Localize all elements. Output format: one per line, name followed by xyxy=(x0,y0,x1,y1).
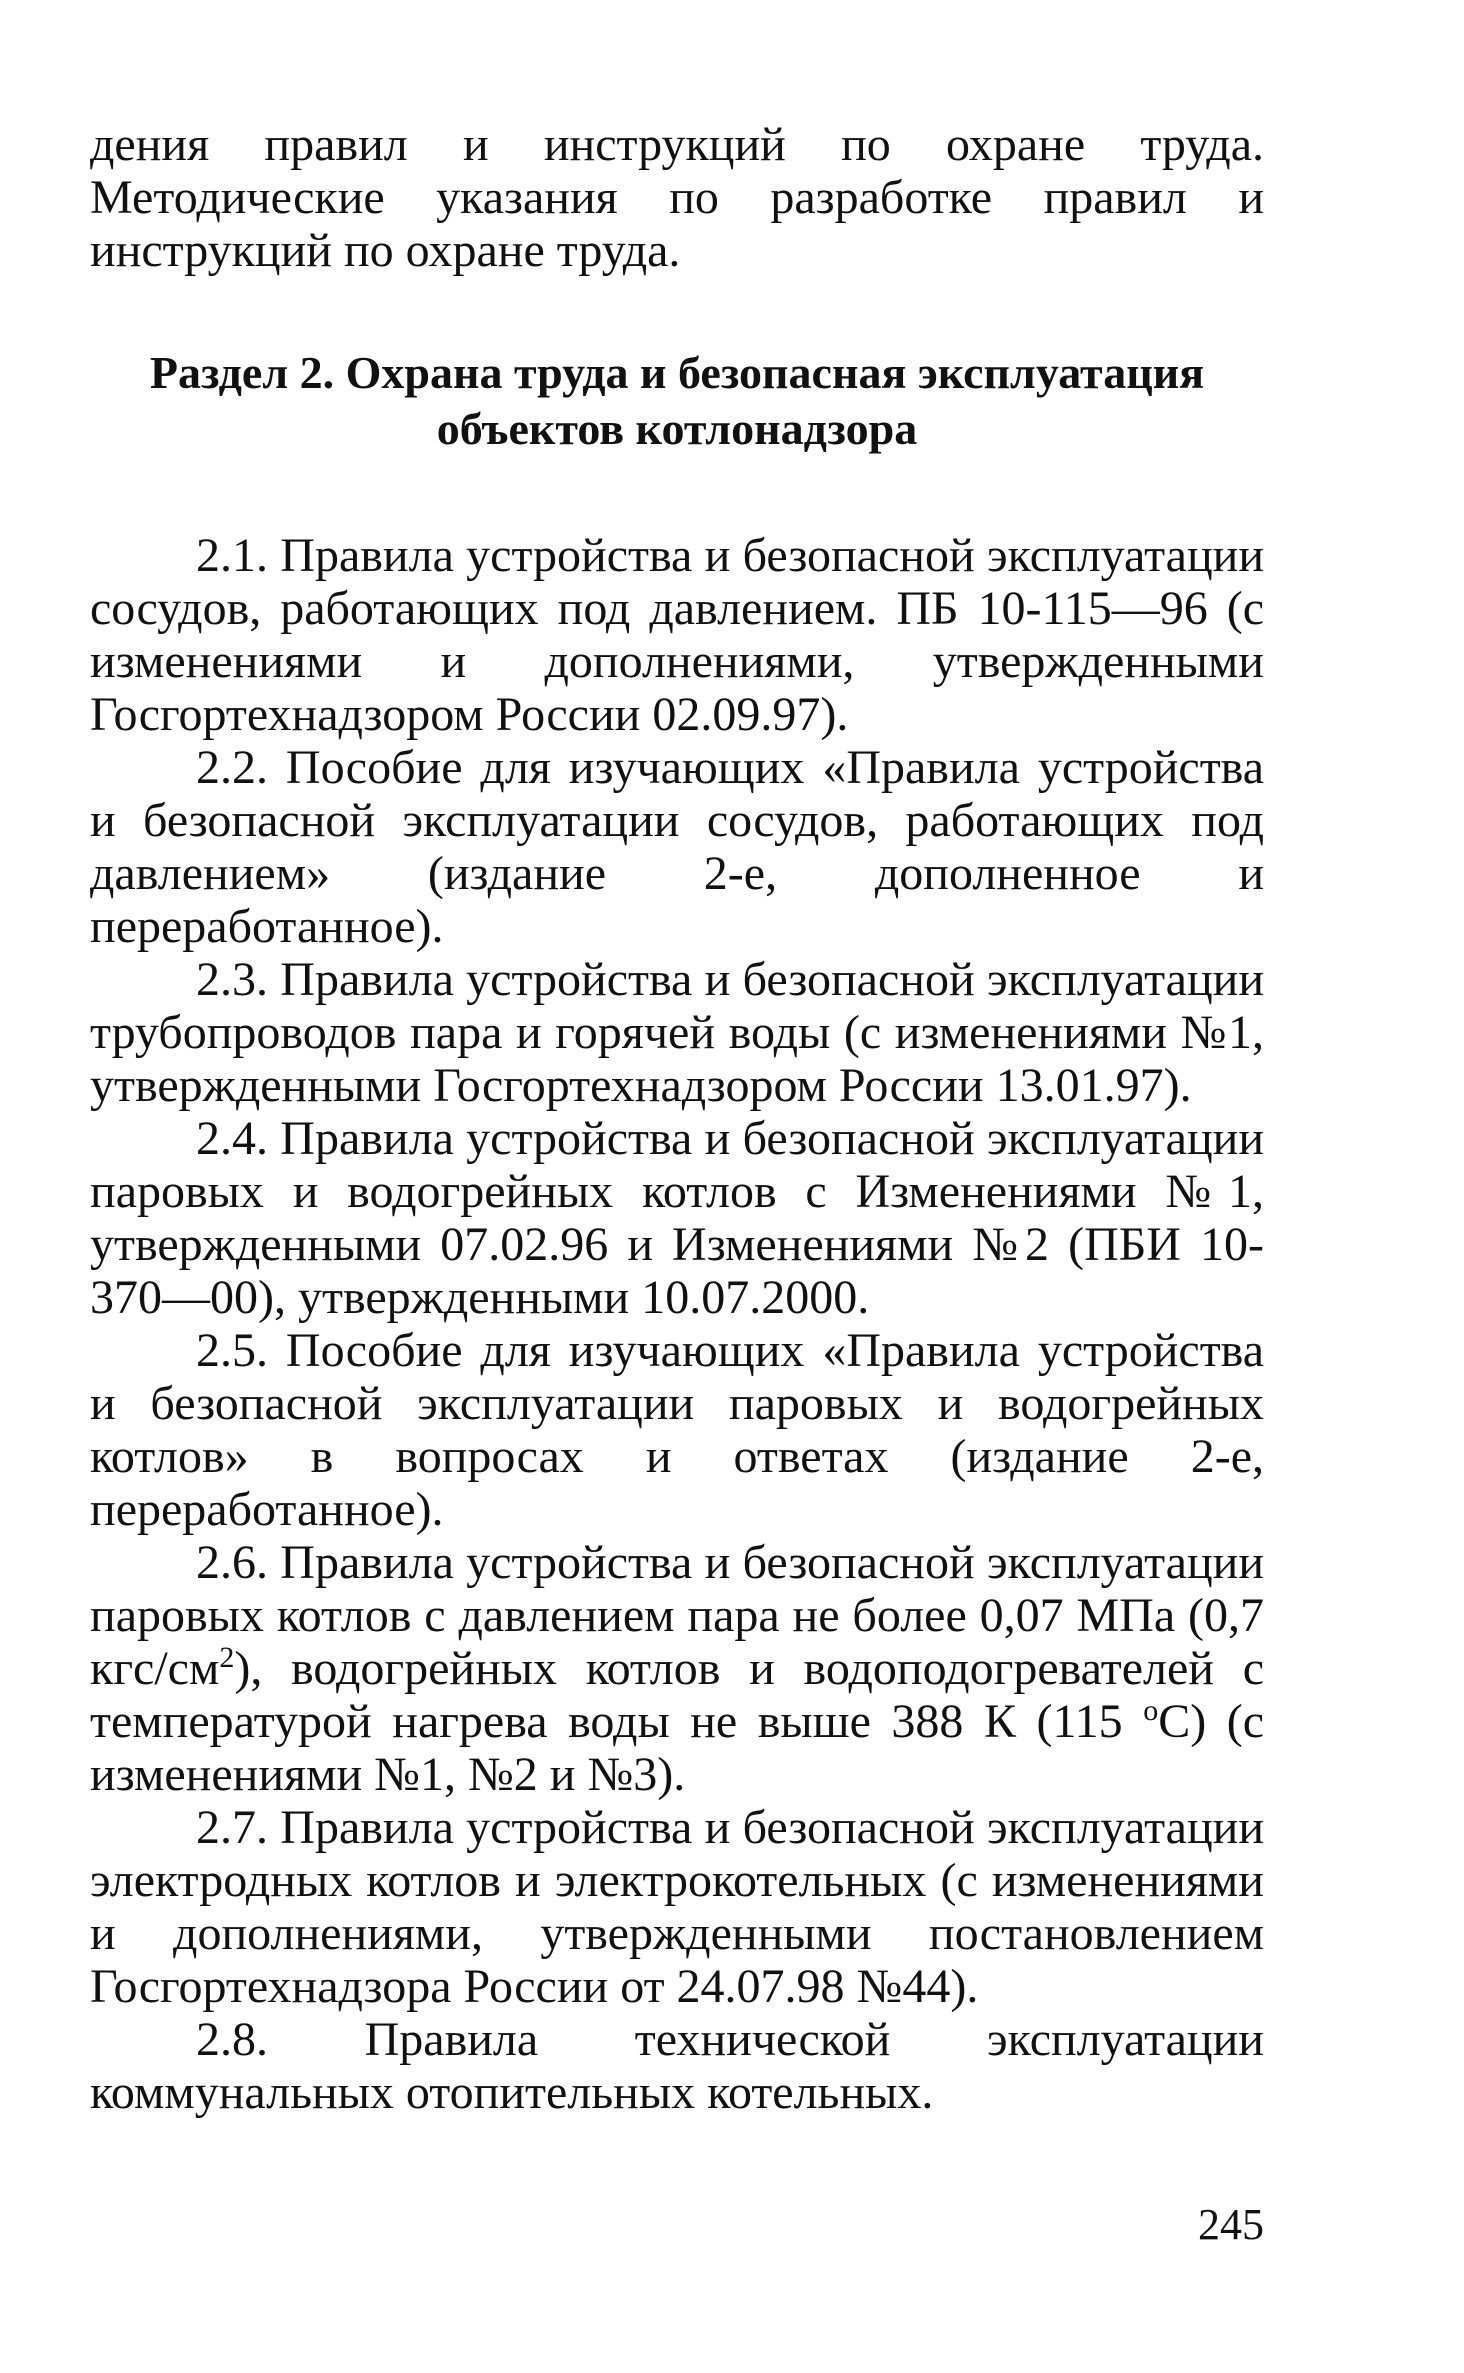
page-number: 245 xyxy=(1198,2200,1264,2249)
section-heading-line-1: Раздел 2. Охрана труда и безопасная эксплуатация xyxy=(149,347,1205,398)
list-item: 2.5. Пособие для изучающих «Правила устройства и безопасной эксплуатации паровых и водогрейных котлов» в вопросах и ответах (издание 2-е, переработанное). xyxy=(90,1324,1264,1536)
superscript: 2 xyxy=(219,1641,235,1674)
list-item: 2.4. Правила устройства и безопасной эксплуатации паровых и водогрейных котлов с Изменениями №1, утвержденными 07.02.96 и Изменениями №2 (ПБИ 10-370—00), утвержденными 10.07.2000. xyxy=(90,1112,1264,1324)
list-item-text-part: ), водогрейных котлов и водоподогревателей с температурой нагрева воды не выше 388 К (115 xyxy=(90,1642,1264,1748)
section-heading-line-2: объектов котлонадзора xyxy=(436,403,918,454)
list-item: 2.2. Пособие для изучающих «Правила устройства и безопасной эксплуатации сосудов, работающих под давлением» (издание 2-е, дополненное и переработанное). xyxy=(90,741,1264,953)
section-heading xyxy=(90,345,1264,457)
list-item: 2.3. Правила устройства и безопасной эксплуатации трубопроводов пара и горячей воды (с изменениями №1, утвержденными Госгортехнадзором России 13.01.97). xyxy=(90,953,1264,1112)
intro-paragraph: дения правил и инструкций по охране труда. Методические указания по разработке правил и инструкций по охране труда. xyxy=(90,118,1264,277)
list-item: 2.8. Правила технической эксплуатации коммунальных отопительных котельных. xyxy=(90,2013,1264,2119)
list-item xyxy=(90,1536,1264,1801)
list-item-text-part: 2.6. Правила устройства и безопасной эксплуатации паровых котлов с давлением пара не более 0,07 МПа (0,7 кгс/см xyxy=(90,1536,1264,1695)
list-item: 2.1. Правила устройства и безопасной эксплуатации сосудов, работающих под давлением. ПБ 10-115—96 (с изменениями и дополнениями, утвержденными Госгортехнадзором России 02.09.97). xyxy=(90,529,1264,741)
list-item-text-part: С) (с изменениями №1, №2 и №3). xyxy=(90,1695,1265,1801)
document-page xyxy=(90,118,1264,2119)
list-item: 2.7. Правила устройства и безопасной эксплуатации электродных котлов и электрокотельных (с изменениями и дополнениями, утвержденными постановлением Госгортехнадзора России от 24.07.98 №44). xyxy=(90,1801,1264,2013)
degree-superscript: о xyxy=(1143,1694,1159,1727)
